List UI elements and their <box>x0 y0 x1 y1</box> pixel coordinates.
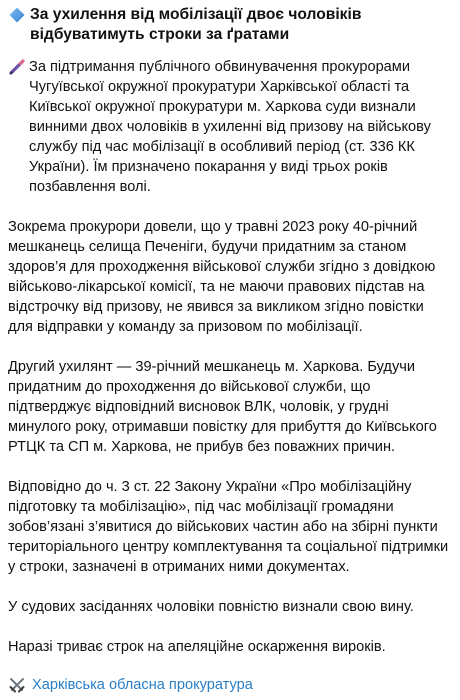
crossed-swords-icon <box>8 676 26 694</box>
paragraph-4: Відповідно до ч. 3 ст. 22 Закону України «Про мобілізаційну підготовку та мобілізацію», під час мобілізації громадяни зобов’язані з’явитися до військових частин або на збірні пункти територіального центру комплектування та соціальної підтримки у строки, зазначені в отриманих ними документах. <box>8 479 449 575</box>
blue-diamond-icon <box>8 6 26 24</box>
post-body <box>8 217 450 657</box>
paragraph-5: У судових засіданнях чоловіки повністю визнали свою вину. <box>8 599 414 615</box>
source-row <box>8 675 450 695</box>
post-title: За ухилення від мобілізації двоє чоловіків відбуватимуть строки за ґратами <box>30 6 362 43</box>
post-title-row <box>8 5 450 45</box>
paragraph-3: Другий ухилянт — 39-річний мешканець м. Харкова. Будучи придатним до проходження до військової служби, що підтверджує відповідний висновок ВЛК, чоловік, у грудні минулого року, отримавши повістку для прибуття до Київського РТЦК та СП м. Харкова, не прибув без поважних причин. <box>8 359 437 455</box>
source-link[interactable]: Харківська обласна прокуратура <box>32 677 253 693</box>
paragraph-1: За підтримання публічного обвинувачення прокурорами Чугуївської окружної прокуратури Харківської області та Київської окружної прокуратури м. Харкова суди визнали винними двох чоловіків в ухиленні від призову на військову службу під час мобілізації в особливий період (ст. 336 КК України). Їм призначено покарання у виді трьох років позбавлення волі. <box>29 59 431 195</box>
post-body-first <box>8 57 450 197</box>
pen-icon <box>8 58 26 76</box>
paragraph-2: Зокрема прокурори довели, що у травні 2023 року 40-річний мешканець селища Печеніги, будучи придатним за станом здоров’я для проходження військової служби згідно з довідкою військово-лікарської комісії, та не маючи правових підстав на відстрочку від призову, не явився за викликом згідно повістки для відправки у команду за призовом по мобілізації. <box>8 219 436 335</box>
paragraph-6: Наразі триває строк на апеляційне оскарження вироків. <box>8 639 386 655</box>
